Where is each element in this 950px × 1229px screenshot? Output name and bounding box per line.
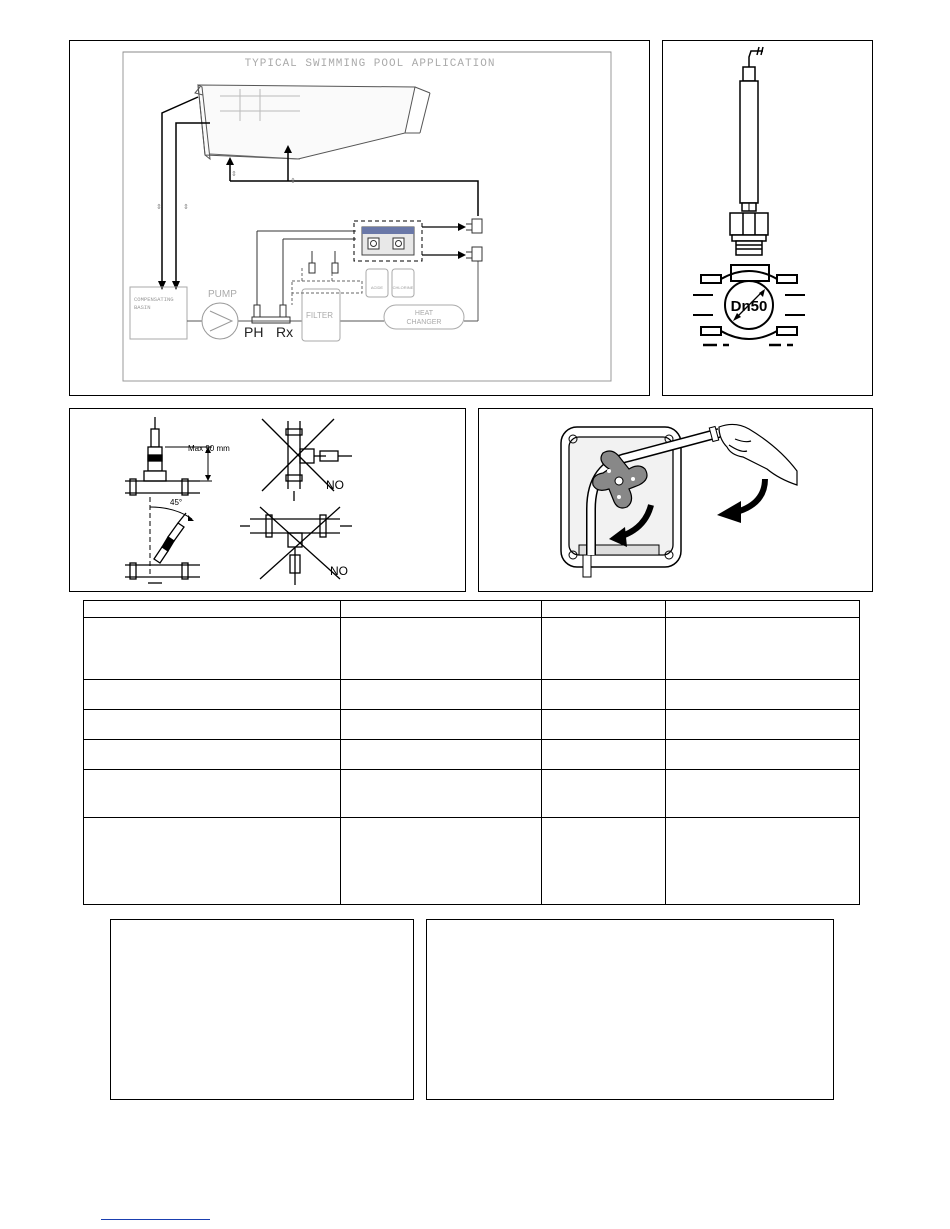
dn50-label: Dn50 [730, 298, 768, 315]
pump-label: PUMP [208, 289, 237, 300]
ph-label: PH [244, 324, 264, 340]
table-cell [542, 740, 666, 770]
no-label-bottom: NO [330, 564, 348, 578]
max-length-label: Max 90 mm [188, 444, 230, 453]
installation-frame [69, 408, 466, 592]
table-cell [340, 618, 542, 680]
table-cell [666, 680, 860, 710]
table-cell [84, 770, 341, 818]
svg-text:⇕: ⇕ [183, 204, 189, 211]
filter-label: FILTER [306, 311, 333, 320]
table-cell [542, 618, 666, 680]
svg-text:⇕: ⇕ [231, 171, 237, 178]
compensating-basin-label: COMPENSATING [134, 296, 174, 303]
table-cell [666, 710, 860, 740]
table-row [84, 740, 860, 770]
pool-basin [195, 85, 430, 159]
table-cell [340, 680, 542, 710]
table-cell [340, 770, 542, 818]
svg-text:BASIN: BASIN [134, 304, 151, 311]
heat-changer-label: HEAT [414, 310, 434, 317]
table-cell [666, 601, 860, 618]
table-cell [542, 770, 666, 818]
table-cell [84, 710, 341, 740]
pump-tube-frame [478, 408, 873, 592]
pool-diagram-frame [69, 40, 650, 396]
peristaltic-pump-drawing [479, 409, 872, 591]
table-cell [84, 680, 341, 710]
table-cell [666, 818, 860, 905]
table-cell [542, 601, 666, 618]
compensating-basin [130, 287, 187, 339]
table-row [84, 601, 860, 618]
probe-installation-drawing [70, 409, 465, 591]
table-cell [340, 818, 542, 905]
specification-table [83, 600, 860, 905]
table-row [84, 818, 860, 905]
no-label-top: NO [326, 478, 344, 492]
table-cell [84, 818, 341, 905]
table-cell [84, 740, 341, 770]
table-cell [84, 618, 341, 680]
pool-application-diagram [70, 41, 649, 395]
acid-tank-label: ACIDE [370, 285, 384, 290]
footnote-rule [101, 1219, 210, 1220]
chlorine-tank [392, 269, 414, 297]
table-cell [542, 818, 666, 905]
table-cell [542, 680, 666, 710]
table-row [84, 770, 860, 818]
chlorine-tank-label: CHLORINE [392, 285, 414, 290]
table-cell [340, 710, 542, 740]
table-cell [340, 601, 542, 618]
svg-text:CHANGER: CHANGER [406, 319, 442, 326]
svg-text:⇕: ⇕ [290, 178, 296, 185]
table-cell [666, 618, 860, 680]
table-cell [340, 740, 542, 770]
empty-box-right [426, 919, 834, 1100]
acid-tank [366, 269, 388, 297]
svg-text:⇕: ⇕ [156, 204, 162, 211]
diagram-title: TYPICAL SWIMMING POOL APPLICATION [244, 58, 496, 70]
rx-label: Rx [276, 324, 294, 340]
table-row [84, 710, 860, 740]
probe-holder-drawing [663, 41, 872, 395]
table-cell [666, 740, 860, 770]
angle-label: 45° [170, 498, 183, 507]
table-cell [542, 710, 666, 740]
table-cell [666, 770, 860, 818]
empty-box-left [110, 919, 414, 1100]
table-row [84, 680, 860, 710]
probe-holder-frame [662, 40, 873, 396]
table-cell [84, 601, 341, 618]
table-row [84, 618, 860, 680]
